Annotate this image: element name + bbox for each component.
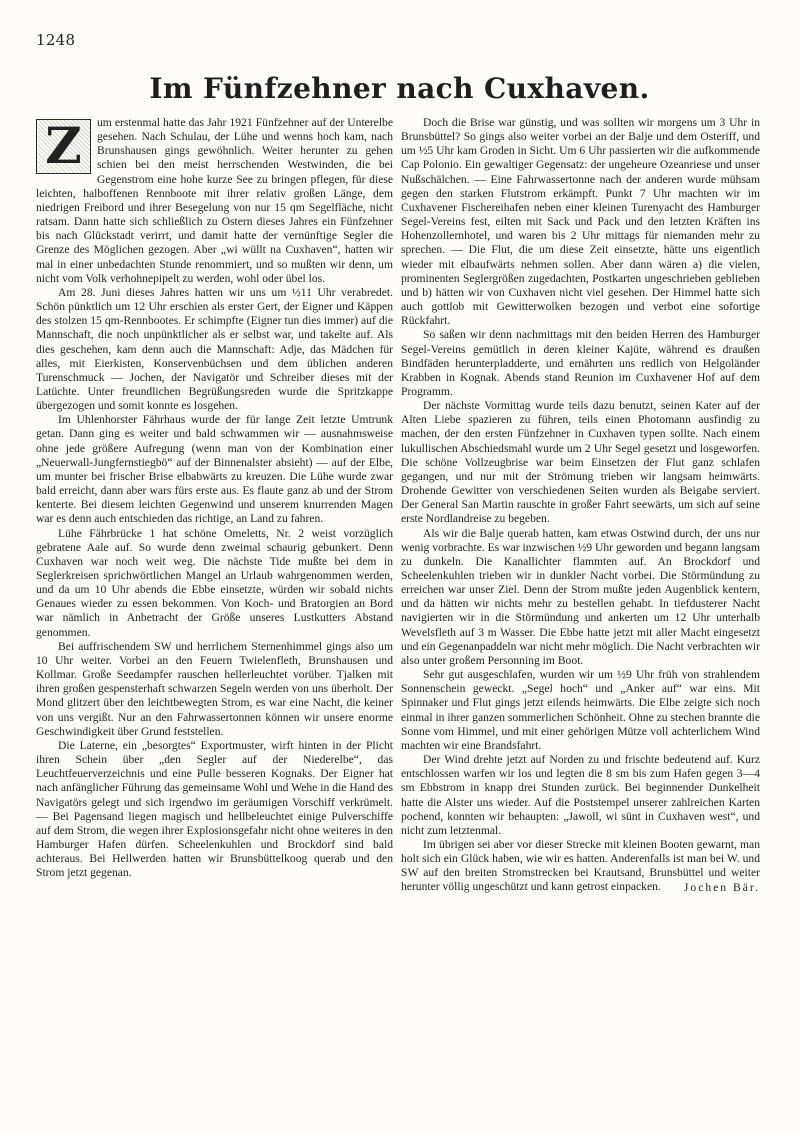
page-number: 1248 <box>36 31 76 49</box>
dropcap-letter: Z <box>45 116 82 176</box>
paragraph: Doch die Brise war günstig, und was sollten wir morgens um 3 Uhr in Brunsbüttel? So gings also weiter vorbei an der Balje und dem Osteriff, und um ½5 Uhr kam Groden in Sicht. Um 6 Uhr passierten wir die aufkommende Cap Polonio. Ein gewaltiger Gegensatz: der ungeheure Ozeanriese und unser Nußschälchen. — Eine Fahrwassertonne nach der anderen wurde mühsam gegen den starken Flutstrom erkämpft. Punkt 7 Uhr machten wir im Cuxhavener Fischereihafen neben einer kleinen Turenyacht des Hamburger Segel-Vereins fest, eilten mit Sack und Pack und den letzten Kräften ins Hohenzollernhotel, und waren bis 2 Uhr mittags für niemanden mehr zu sprechen. — Die Flut, die um diese Zeit einsetzte, hätte uns eigentlich wieder mit elbaufwärts nehmen sollen. Aber dann wären a) die vielen, prominenten Seglergrößen zugedachten, Postkarten ungeschrieben geblieben und b) hätten wir von Cuxhaven nicht viel gesehen. Der Himmel hatte sich auch gottlob mit Gewitterwolken bezogen und verbot eine sofortige Rückfahrt. <box>401 116 761 328</box>
paragraph: Lühe Fährbrücke 1 hat schöne Omeletts, Nr. 2 weist vorzüglich gebratene Aale auf. So wurde denn zweimal schaurig gebunkert. Denn Cuxhaven war noch weit weg. Die nächste Tide mußte bei dem in Seglerkreisen sprichwörtlichen Mangel an Urlaub wahrgenommen werden, und da um 10 Uhr abends die Ebbe einsetzte, würden wir sobald nichts Genaues wieder zu essen bekommen. Von Koch- und Bratorgien an Bord war nämlich in Anbetracht der Größe unseres Lustkutters Abstand genommen. <box>36 526 393 639</box>
left-column <box>36 116 393 880</box>
right-column <box>401 116 760 895</box>
paragraph: Der Wind drehte jetzt auf Norden zu und frischte bedeutend auf. Kurz entschlossen warfen wir los und legten die 8 sm bis zum Hafen gegen 3—4 sm Ebbstrom in knapp drei Stunden zurück. Bei beginnender Dunkelheit hatte die Alster uns wieder. Auf die Poststempel unserer zahlreichen Karten pochend, konnten wir behaupten: „Jawoll, wi sünt in Cuxhaven west“, und nicht zum letztenmal. <box>401 753 760 837</box>
paragraph: Sehr gut ausgeschlafen, wurden wir um ½9 Uhr früh von strahlendem Sonnenschein geweckt. „Segel hoch“ und „Anker auf“ war eins. Mit Spinnaker und Flut gings jetzt eilends heimwärts. Die Elbe zeigte sich noch einmal in ihrer ganzen sommerlichen Schönheit. Ohne zu stechen brannte die Sonne vom Himmel, und mit einer gehörigen Mütze voll achterlichem Wind machten wir eine Brandsfahrt. <box>401 668 760 752</box>
paragraph: Die Laterne, ein „besorgtes“ Exportmuster, wirft hinten in der Plicht ihren Schein über „den Segler auf der Niederelbe“, das Leuchtfeuerverzeichnis und eine Pulle besseren Kognaks. Der Eigner hat nach anfänglicher Führung das gemeinsame Wohl und Wehe in die Hand des Navigatörs gelegt und sich irgendwo im geräumigen Vorschiff verkrümelt. — Bei Pagensand liegen magisch und hellbeleuchtet einige Pulverschiffe auf dem Strom, die wegen ihrer Explosionsgefahr nicht ohne weiteres in den Hamburger Hafen dürfen. Scheelenkuhlen und Brockdorf sind bald achteraus. Bei Hellwerden hatten wir Brunsbüttelkoog querab und den Strom jetzt gegenan. <box>36 738 393 880</box>
paragraph: Als wir die Balje querab hatten, kam etwas Ostwind durch, der uns nur wenig vorbrachte. Es war inzwischen ½9 Uhr geworden und begann langsam zu dunkeln. Die Kanallichter flammten auf. An Brockdorf und Scheelenkuhlen trieben wir in dunkler Nacht vorbei. Die Störmündung zu erreichen war unser Ziel. Denn der Strom mußte jeden Augenblick kentern, und da hätten wir nichts mehr zu bestellen gehabt. In tiefdusterer Nacht navigierten wir in die Störmündung und ankerten um 12 Uhr unterhalb Wevelsfleth auf 3 m Wasser. Die Ebbe hatte jetzt mit aller Macht eingesetzt und ein Gegenanpaddeln war nicht mehr möglich. Die Nacht verbrachten wir also unter großem Personning im Boot. <box>401 526 760 667</box>
dropcap-ornament <box>36 116 91 176</box>
paragraph: Am 28. Juni dieses Jahres hatten wir uns um ½11 Uhr verabredet. Schön pünktlich um 12 Uhr erschien als erster Gert, der Eigner und Käppen des stolzen 15 qm-Rennbootes. Er schimpfte (Eigner tun dies immer) auf die Mannschaft, die noch unpünktlicher als er selbst war, und takelte auf. Als dies geschehen, kam denn auch die Mannschaft: Adje, das Mädchen für alles, mit Eierkisten, Konservenbüchsen und dem üblichen anderen Turenschmuck — Jochen, der Navigatör und Schreiber dieses mit der Latüchte. Unter freundlichen Begrüßungsreden wurde die Spritzkappe übergezogen und somit konnte es losgehen. <box>36 285 393 413</box>
paragraph: So saßen wir denn nachmittags mit den beiden Herren des Hamburger Segel-Vereins gemütlich in deren kleiner Kajüte, während es draußen Bindfäden herunterpladderte, und ernährten uns redlich von Helgoländer Krabben in Kognak. Abends stand Reunion im Cuxhavener Hof auf dem Programm. <box>401 328 760 398</box>
paragraph-text: um erstenmal hatte das Jahr 1921 Fünfzehner auf der Unterelbe gesehen. Nach Schulau, der Lühe und wenns hoch kam, nach Brunshausen gings gewöhnlich. Weiter herunter zu gehen schien bei den meist herrschenden Westwinden, die bei Gegenstrom eine hohe kurze See zu bringen pflegen, für diese leichten, halboffenen Rennboote mit ihrer relativ großen Länge, dem niedrigen Freibord und ihrer Besegelung von nur 15 qm Segelfläche, nicht ratsam. Dann hatte sich schließlich zu Ostern dieses Jahres ein Fünfzehner bis nach Glückstadt verirrt, und damit hatte der vernünftige Segler die Grenze des Möglichen gezogen. Aber „wi wüllt na Cuxhaven“, hatten wir mal in einer unbedachten Stunde renommiert, und so mußten wir denn, um nicht vom Volk verhohnepipelt zu werden, wohl oder übel los. <box>36 116 393 285</box>
paragraph: Im übrigen sei aber vor dieser Strecke mit kleinen Booten gewarnt, man holt sich ein Glück haben, wie wir es hatten. Anderenfalls ist man bei W. und SW auf den breiten Stromstrecken bei Krautsand, Brunsbüttel und weiter herunter völlig ungeschützt und kann getrost einpacken. <box>401 837 760 894</box>
paragraph: Bei auffrischendem SW und herrlichem Sternenhimmel gings also um 10 Uhr weiter. Vorbei an den Feuern Twielenfleth, Brunshausen und Kollmar. Große Seedampfer rauschen hellerleuchtet vorüber. Tjalken mit ihren großen gespensterhaft schwarzen Segeln werden von uns überholt. Der Mond glitzert über den leichtbewegten Strom, es war eine Nacht, die keiner von uns vergißt. Nur an den Fahrwassertonnen können wir unsere enorme Geschwindigkeit über Grund feststellen. <box>36 639 393 738</box>
paragraph <box>36 116 393 286</box>
author-signature: Jochen Bär. <box>683 880 760 894</box>
article-title: Im Fünfzehner nach Cuxhaven. <box>149 72 650 105</box>
paragraph: Im Uhlenhorster Fährhaus wurde der für lange Zeit letzte Umtrunk getan. Dann ging es weiter und bald schwammen wir — ausnahmsweise ohne jede größere Aufregung (wenn man von der Kombination einer „Neuerwall-Jungfernstiegbö“ auf der Binnenalster absieht) — auf der Elbe, um munter bei frischer Brise elbabwärts zu kreuzen. Die Lühe wurde zwar bald erreicht, dann aber wars fürs erste aus. Es flaute ganz ab und der Strom kenterte. Bei diesem leichten Gegenwind und unserem knurrenden Magen war es denn auch entschieden das richtige, an Land zu fahren. <box>36 413 393 526</box>
paragraph: Der nächste Vormittag wurde teils dazu benutzt, seinen Kater auf der Alten Liebe spazieren zu führen, teils einen Photomann ausfindig zu machen, der den ersten Fünfzehner in Cuxhaven typen sollte. Nach einem lukullischen Abschiedsmahl wurde um 2 Uhr Segel gesetzt und losgeworfen. Die schöne Vollzeugbrise war beim Einsetzen der Flut ganz schlafen gegangen, und nur mit der Strömung trieben wir langsam heimwärts. Drohende Gewitter von verschiedenen Seiten wurden als Beigabe serviert. Der General San Martin rauschte in großer Fahrt seewärts, um sich auf seine erste Nordlandreise zu begeben. <box>401 399 760 526</box>
